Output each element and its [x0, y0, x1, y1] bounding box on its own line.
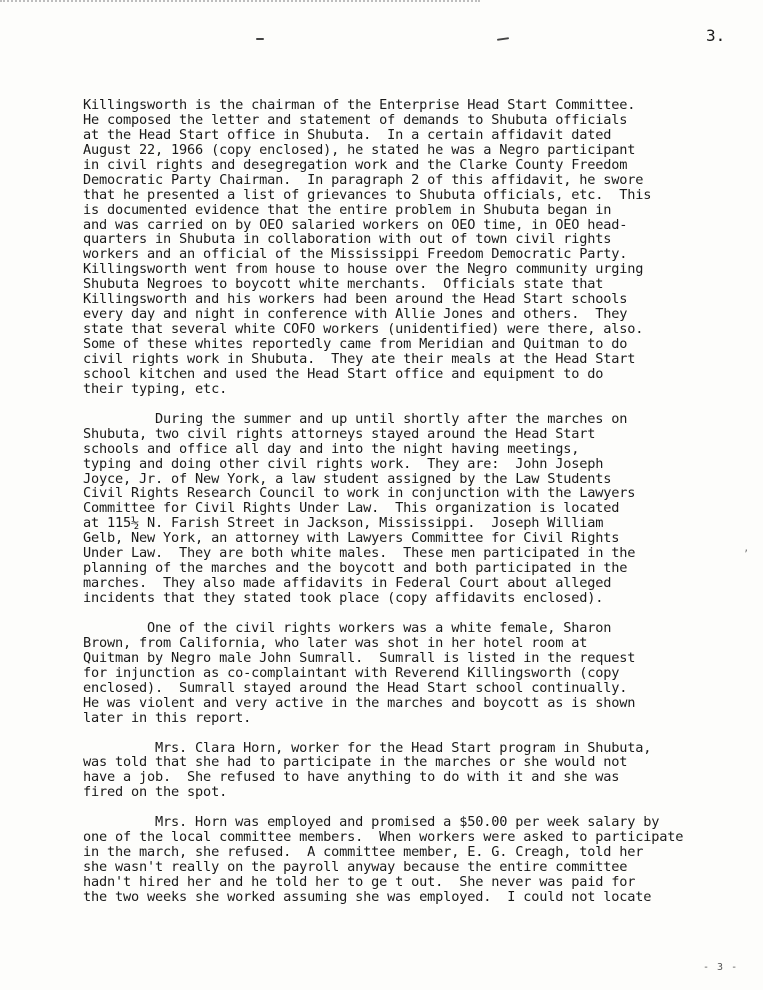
text-line: schools and office all day and into the night having meetings,: [83, 440, 580, 457]
text-line: their typing, etc.: [83, 380, 228, 397]
text-line: Mrs. Horn was employed and promised a $50.00 per week salary by: [83, 814, 660, 831]
text-line: later in this report.: [83, 709, 252, 726]
text-line: incidents that they stated took place (copy affidavits enclosed).: [83, 590, 604, 606]
page-number: 3.: [706, 26, 726, 45]
text-line: Some of these whites reportedly came from Meridian and Quitman to do: [83, 336, 628, 352]
text-line: He composed the letter and statement of demands to Shubuta officials: [83, 111, 628, 128]
text-line: planning of the marches and the boycott and both participated in the: [83, 560, 628, 577]
text-line: Under Law. They are both white males. These men participated in the: [83, 545, 636, 562]
text-line: in the march, she refused. A committee member, E. G. Creagh, told her: [83, 844, 644, 861]
text-line: marches. They also made affidavits in Federal Court about alleged: [83, 575, 612, 592]
paragraph: [83, 621, 763, 726]
text-line: that he presented a list of grievances to Shubuta officials, etc. This: [83, 186, 652, 203]
text-line: was told that she had to participate in the marches or she would not: [83, 754, 628, 771]
text-line: is documented evidence that the entire problem in Shubuta began in: [83, 201, 612, 218]
text-line: Brown, from California, who later was shot in her hotel room at: [83, 634, 588, 651]
text-line: fired on the spot.: [83, 784, 228, 801]
text-line: state that several white COFO workers (unidentified) were there, also.: [83, 321, 644, 338]
text-line: hadn't hired her and he told her to ge t out. She never was paid for: [83, 874, 636, 890]
text-line: Mrs. Clara Horn, worker for the Head Start program in Shubuta,: [83, 739, 652, 756]
text-line: Civil Rights Research Council to work in conjunction with the Lawyers: [83, 485, 636, 502]
text-line: have a job. She refused to have anything to do with it and she was: [83, 769, 620, 786]
text-line: During the summer and up until shortly after the marches on: [83, 410, 628, 427]
document-body: [83, 98, 763, 920]
text-line: she wasn't really on the payroll anyway because the entire committee: [83, 859, 628, 876]
text-line: the two weeks she worked assuming she was employed. I could not locate: [83, 888, 652, 905]
paragraph: [83, 741, 763, 801]
text-line: August 22, 1966 (copy enclosed), he stated he was a Negro participant: [83, 141, 636, 158]
text-line: Killingsworth and his workers had been around the Head Start schools: [83, 291, 628, 308]
paragraph: [83, 412, 763, 606]
footer-page-mark: - 3 -: [703, 962, 739, 973]
text-line: school kitchen and used the Head Start office and equipment to do: [83, 365, 604, 382]
stray-mark: [256, 38, 264, 40]
text-line: Joyce, Jr. of New York, a law student assigned by the Law Students: [83, 470, 612, 487]
text-line: at the Head Start office in Shubuta. In a certain affidavit dated: [83, 126, 612, 143]
text-line: for injunction as co-complaintant with Reverend Killingsworth (copy: [83, 664, 620, 681]
text-line: and was carried on by OEO salaried workers on OEO time, in OEO head-: [83, 216, 628, 233]
text-line: typing and doing other civil rights work. They are: John Joseph: [83, 455, 604, 472]
text-line: Democratic Party Chairman. In paragraph 2 of this affidavit, he swore: [83, 171, 644, 188]
text-line: He was violent and very active in the marches and boycott as is shown: [83, 694, 636, 711]
paragraph: [83, 98, 763, 397]
text-line: One of the civil rights workers was a white female, Sharon: [83, 619, 612, 636]
paragraph: [83, 815, 763, 905]
text-line: every day and night in conference with Allie Jones and others. They: [83, 306, 628, 323]
stray-mark: [497, 37, 509, 41]
text-line: Gelb, New York, an attorney with Lawyers Committee for Civil Rights: [83, 530, 620, 547]
text-line: Shubuta Negroes to boycott white merchants. Officials state that: [83, 276, 604, 293]
margin-mark: ’: [743, 549, 750, 560]
text-line: one of the local committee members. When workers were asked to participate: [83, 829, 684, 846]
text-line: quarters in Shubuta in collaboration with out of town civil rights: [83, 231, 612, 248]
text-line: enclosed). Sumrall stayed around the Head Start school continually.: [83, 679, 628, 696]
text-line: Shubuta, two civil rights attorneys stayed around the Head Start: [83, 425, 596, 442]
text-line: Quitman by Negro male John Sumrall. Sumrall is listed in the request: [83, 649, 636, 666]
text-line: Killingsworth went from house to house over the Negro community urging: [83, 261, 644, 278]
text-line: Killingsworth is the chairman of the Enterprise Head Start Committee.: [83, 97, 636, 113]
text-line: civil rights work in Shubuta. They ate their meals at the Head Start: [83, 350, 636, 367]
text-line: Committee for Civil Rights Under Law. This organization is located: [83, 500, 620, 517]
text-line: at 115½ N. Farish Street in Jackson, Mississippi. Joseph William: [83, 515, 604, 532]
text-line: workers and an official of the Mississippi Freedom Democratic Party.: [83, 246, 628, 263]
text-line: in civil rights and desegregation work and the Clarke County Freedom: [83, 156, 628, 173]
page-top-edge: [0, 0, 480, 5]
